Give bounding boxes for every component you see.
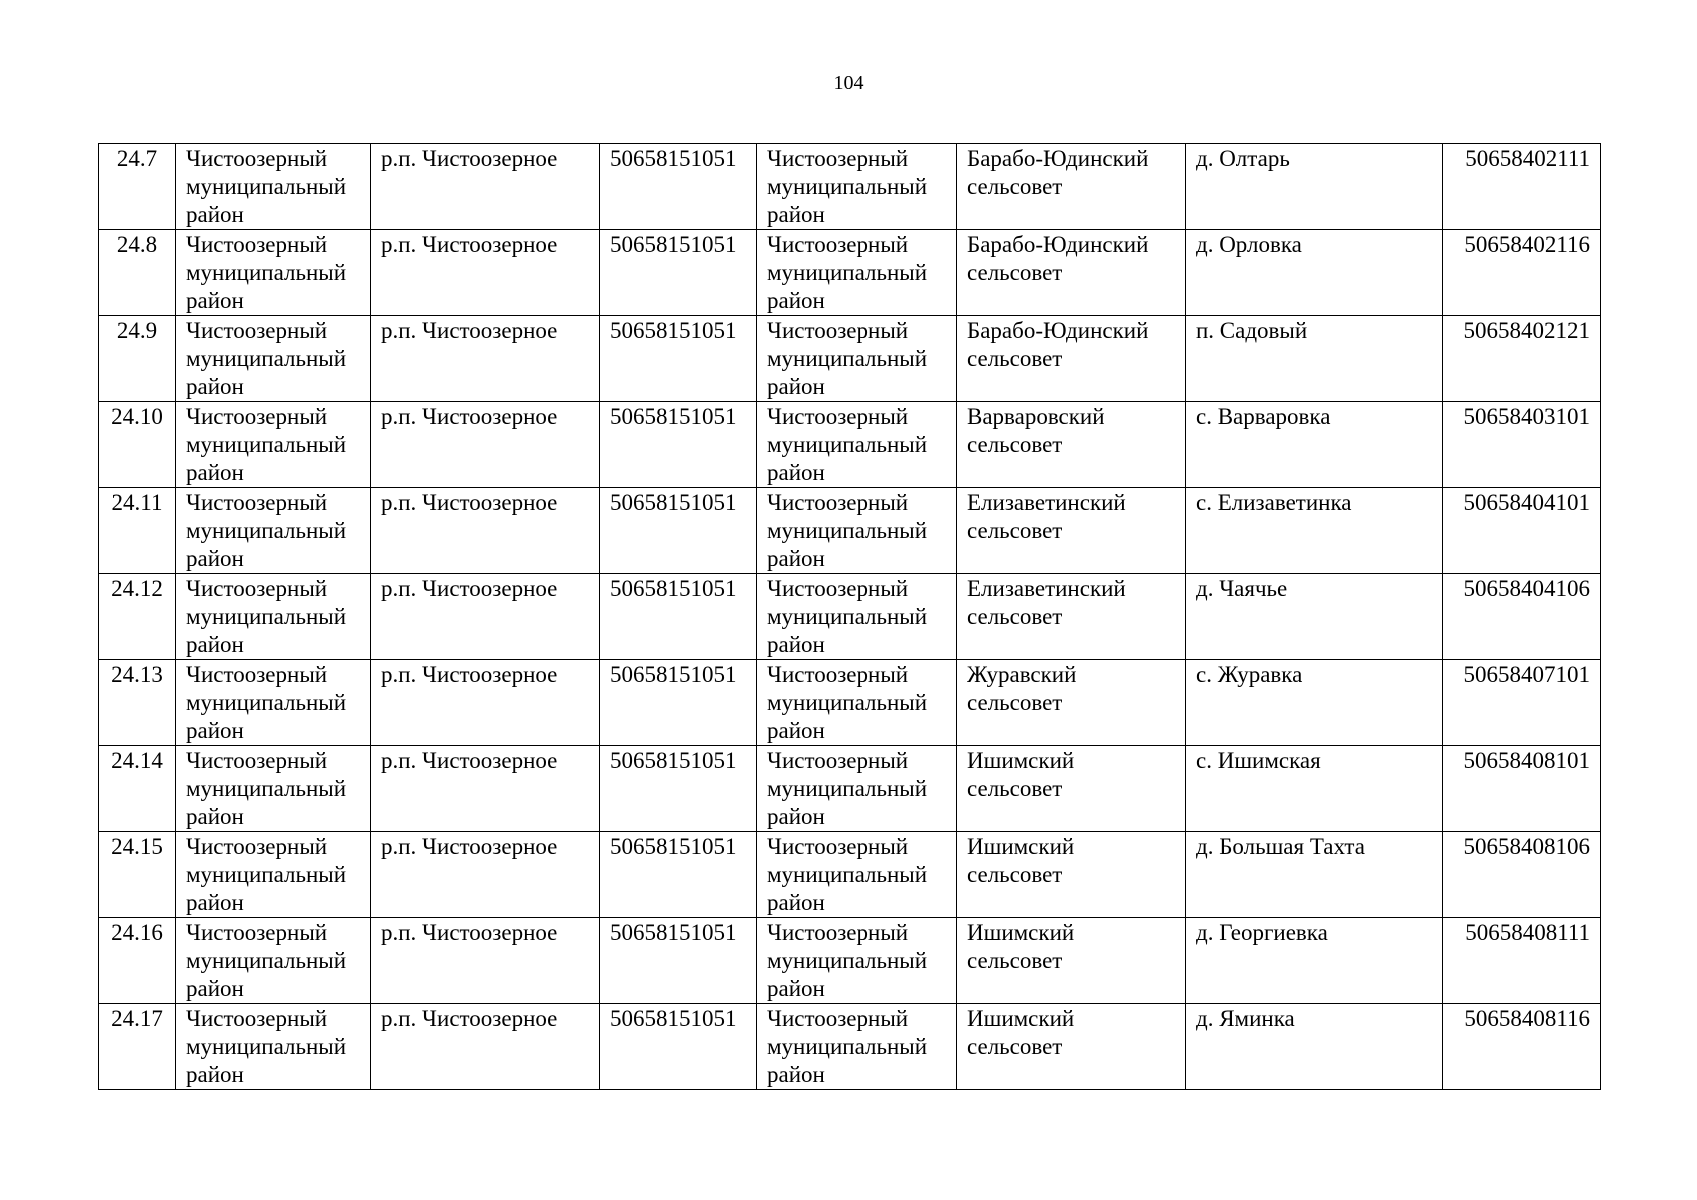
administrative-center: р.п. Чистоозерное xyxy=(371,660,600,746)
administrative-center: р.п. Чистоозерное xyxy=(371,1004,600,1090)
row-number: 24.7 xyxy=(99,144,176,230)
center-code: 50658151051 xyxy=(600,488,757,574)
table-row xyxy=(99,918,1601,1004)
center-code: 50658151051 xyxy=(600,316,757,402)
municipal-district: Чистоозерный муниципальный район xyxy=(757,402,957,488)
table-row xyxy=(99,832,1601,918)
municipal-district: Чистоозерный муниципальный район xyxy=(757,230,957,316)
municipal-district: Чистоозерный муниципальный район xyxy=(757,660,957,746)
district-name: Чистоозерный муниципальный район xyxy=(176,918,371,1004)
row-number: 24.17 xyxy=(99,1004,176,1090)
settlement-name: д. Орловка xyxy=(1186,230,1443,316)
rural-council: Елизаветинский сельсовет xyxy=(957,488,1186,574)
page-number: 104 xyxy=(833,72,864,94)
settlement-code: 50658407101 xyxy=(1443,660,1601,746)
settlement-name: д. Чаячье xyxy=(1186,574,1443,660)
rural-council: Ишимский сельсовет xyxy=(957,1004,1186,1090)
district-name: Чистоозерный муниципальный район xyxy=(176,230,371,316)
settlement-code: 50658403101 xyxy=(1443,402,1601,488)
rural-council: Барабо-Юдинский сельсовет xyxy=(957,316,1186,402)
district-name: Чистоозерный муниципальный район xyxy=(176,402,371,488)
administrative-center: р.п. Чистоозерное xyxy=(371,574,600,660)
district-name: Чистоозерный муниципальный район xyxy=(176,574,371,660)
row-number: 24.13 xyxy=(99,660,176,746)
rural-council: Ишимский сельсовет xyxy=(957,746,1186,832)
district-name: Чистоозерный муниципальный район xyxy=(176,660,371,746)
settlement-name: п. Садовый xyxy=(1186,316,1443,402)
district-name: Чистоозерный муниципальный район xyxy=(176,316,371,402)
table-row xyxy=(99,402,1601,488)
center-code: 50658151051 xyxy=(600,230,757,316)
center-code: 50658151051 xyxy=(600,1004,757,1090)
table-row xyxy=(99,230,1601,316)
administrative-center: р.п. Чистоозерное xyxy=(371,402,600,488)
settlement-name: д. Большая Тахта xyxy=(1186,832,1443,918)
table-row xyxy=(99,144,1601,230)
settlement-code: 50658408101 xyxy=(1443,746,1601,832)
row-number: 24.14 xyxy=(99,746,176,832)
table-row xyxy=(99,1004,1601,1090)
administrative-center: р.п. Чистоозерное xyxy=(371,918,600,1004)
municipal-district: Чистоозерный муниципальный район xyxy=(757,488,957,574)
settlement-code: 50658402116 xyxy=(1443,230,1601,316)
table-body xyxy=(99,144,1601,1090)
row-number: 24.11 xyxy=(99,488,176,574)
settlement-code: 50658408106 xyxy=(1443,832,1601,918)
center-code: 50658151051 xyxy=(600,746,757,832)
rural-council: Елизаветинский сельсовет xyxy=(957,574,1186,660)
center-code: 50658151051 xyxy=(600,832,757,918)
municipal-district: Чистоозерный муниципальный район xyxy=(757,574,957,660)
settlement-code: 50658402111 xyxy=(1443,144,1601,230)
table-row xyxy=(99,488,1601,574)
settlement-name: с. Журавка xyxy=(1186,660,1443,746)
settlement-code: 50658408116 xyxy=(1443,1004,1601,1090)
table-row xyxy=(99,574,1601,660)
table-row xyxy=(99,316,1601,402)
row-number: 24.9 xyxy=(99,316,176,402)
administrative-center: р.п. Чистоозерное xyxy=(371,488,600,574)
center-code: 50658151051 xyxy=(600,144,757,230)
center-code: 50658151051 xyxy=(600,574,757,660)
settlement-code: 50658408111 xyxy=(1443,918,1601,1004)
administrative-center: р.п. Чистоозерное xyxy=(371,230,600,316)
district-name: Чистоозерный муниципальный район xyxy=(176,746,371,832)
municipal-district: Чистоозерный муниципальный район xyxy=(757,144,957,230)
settlement-code: 50658404101 xyxy=(1443,488,1601,574)
administrative-center: р.п. Чистоозерное xyxy=(371,144,600,230)
rural-council: Барабо-Юдинский сельсовет xyxy=(957,144,1186,230)
settlement-code: 50658404106 xyxy=(1443,574,1601,660)
settlement-name: с. Ишимская xyxy=(1186,746,1443,832)
settlement-name: д. Яминка xyxy=(1186,1004,1443,1090)
rural-council: Ишимский сельсовет xyxy=(957,832,1186,918)
table-row xyxy=(99,660,1601,746)
rural-council: Варваровский сельсовет xyxy=(957,402,1186,488)
settlement-name: с. Варваровка xyxy=(1186,402,1443,488)
administrative-center: р.п. Чистоозерное xyxy=(371,746,600,832)
municipal-district: Чистоозерный муниципальный район xyxy=(757,1004,957,1090)
municipal-district: Чистоозерный муниципальный район xyxy=(757,316,957,402)
row-number: 24.15 xyxy=(99,832,176,918)
municipal-district: Чистоозерный муниципальный район xyxy=(757,918,957,1004)
row-number: 24.16 xyxy=(99,918,176,1004)
district-name: Чистоозерный муниципальный район xyxy=(176,832,371,918)
district-name: Чистоозерный муниципальный район xyxy=(176,144,371,230)
row-number: 24.10 xyxy=(99,402,176,488)
row-number: 24.8 xyxy=(99,230,176,316)
administrative-center: р.п. Чистоозерное xyxy=(371,832,600,918)
municipal-district: Чистоозерный муниципальный район xyxy=(757,832,957,918)
settlements-table xyxy=(98,143,1601,1090)
district-name: Чистоозерный муниципальный район xyxy=(176,488,371,574)
settlements-table-wrapper xyxy=(98,143,1600,1090)
settlement-code: 50658402121 xyxy=(1443,316,1601,402)
center-code: 50658151051 xyxy=(600,918,757,1004)
rural-council: Ишимский сельсовет xyxy=(957,918,1186,1004)
center-code: 50658151051 xyxy=(600,402,757,488)
row-number: 24.12 xyxy=(99,574,176,660)
rural-council: Журавский сельсовет xyxy=(957,660,1186,746)
municipal-district: Чистоозерный муниципальный район xyxy=(757,746,957,832)
settlement-name: с. Елизаветинка xyxy=(1186,488,1443,574)
settlement-name: д. Георгиевка xyxy=(1186,918,1443,1004)
center-code: 50658151051 xyxy=(600,660,757,746)
settlement-name: д. Олтарь xyxy=(1186,144,1443,230)
rural-council: Барабо-Юдинский сельсовет xyxy=(957,230,1186,316)
district-name: Чистоозерный муниципальный район xyxy=(176,1004,371,1090)
table-row xyxy=(99,746,1601,832)
administrative-center: р.п. Чистоозерное xyxy=(371,316,600,402)
